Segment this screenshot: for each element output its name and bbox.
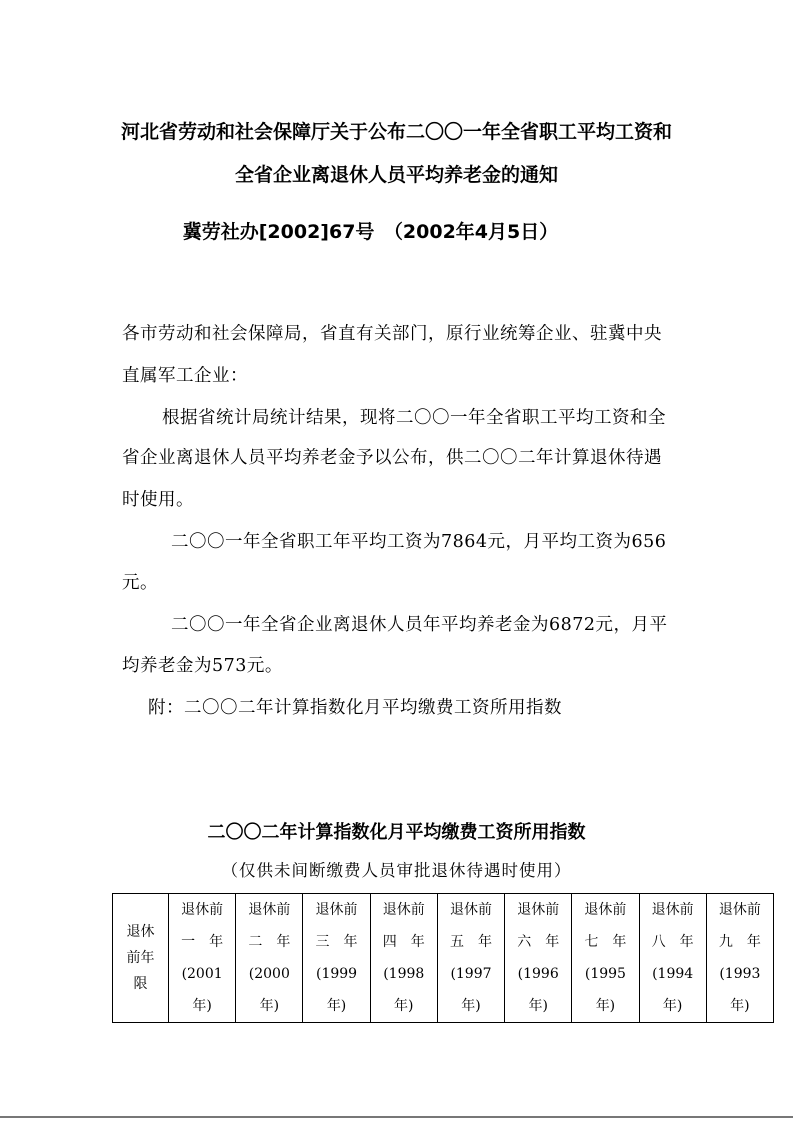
document-title-line-1: 河北省劳动和社会保障厅关于公布二〇〇一年全省职工平均工资和 [120, 121, 672, 143]
body-line: 时使用。 [122, 490, 194, 510]
table-column-cell: 退休前 八 年 (1994 年) [639, 894, 706, 1023]
row-header-cell: 退休 前年 限 [113, 894, 169, 1023]
document-number: 冀劳社办[2002]67号 （2002年4月5日） [182, 221, 559, 243]
document-title-line-2: 全省企业离退休人员平均养老金的通知 [234, 164, 558, 186]
body-line: 二〇〇一年全省职工年平均工资为7864元，月平均工资为656 [171, 532, 667, 552]
table-subtitle: （仅供未间断缴费人员审批退休待遇时使用） [221, 861, 572, 880]
table-column-cell: 退休前 七 年 (1995 年) [572, 894, 639, 1023]
table-column-cell: 退休前 四 年 (1998 年) [370, 894, 437, 1023]
table-column-cell: 退休前 六 年 (1996 年) [505, 894, 572, 1023]
body-line: 省企业离退休人员平均养老金予以公布，供二〇〇二年计算退休待遇 [122, 448, 662, 468]
body-line: 元。 [122, 573, 158, 593]
index-table [112, 893, 774, 1023]
table-column-cell: 退休前 二 年 (2000 年) [236, 894, 303, 1023]
body-line: 各市劳动和社会保障局，省直有关部门，原行业统筹企业、驻冀中央 [122, 324, 662, 344]
body-line: 根据省统计局统计结果，现将二〇〇一年全省职工平均工资和全 [162, 408, 666, 428]
body-line: 直属军工企业： [122, 366, 248, 386]
table-title: 二〇〇二年计算指数化月平均缴费工资所用指数 [207, 822, 586, 843]
table-column-cell: 退休前 五 年 (1997 年) [437, 894, 504, 1023]
body-line: 均养老金为573元。 [122, 656, 283, 676]
body-line: 二〇〇一年全省企业离退休人员年平均养老金为6872元，月平 [171, 615, 668, 635]
table-row [113, 894, 774, 1023]
table-column-cell: 退休前 三 年 (1999 年) [303, 894, 370, 1023]
table-column-cell: 退休前 一 年 (2001 年) [169, 894, 236, 1023]
table-column-cell: 退休前 九 年 (1993 年) [706, 894, 773, 1023]
attachment-line: 附：二〇〇二年计算指数化月平均缴费工资所用指数 [148, 698, 562, 718]
page-bottom-rule [0, 1116, 793, 1118]
